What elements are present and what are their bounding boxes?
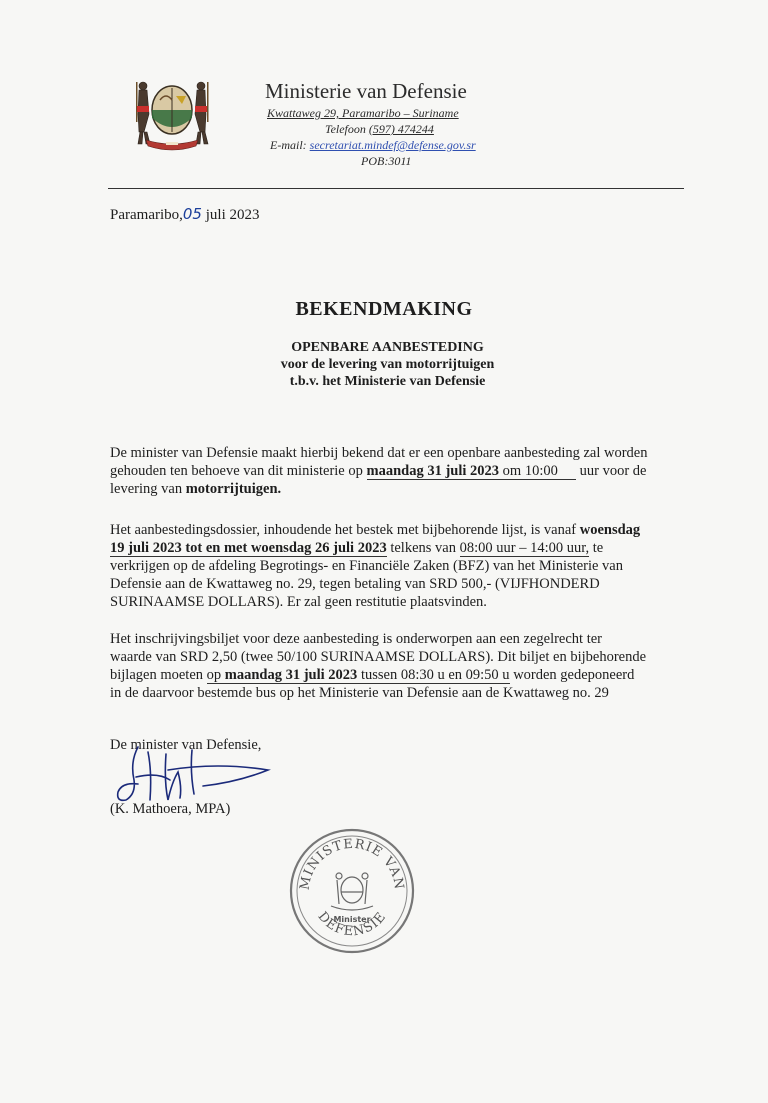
- para2-line-3: verkrijgen op de afdeling Begrotings- en Financiële Zaken (BFZ) van het Ministerie van: [110, 558, 623, 574]
- para3-line-3: [110, 666, 634, 684]
- para3-times: tussen 08:30 u en 09:50 u: [357, 667, 510, 683]
- seal-bottom-text: DEFENSIE: [314, 909, 390, 940]
- para1-date: maandag 31 juli 2023: [366, 463, 500, 479]
- seal-center-text: Minister: [333, 915, 371, 924]
- para3-line-4: in de daarvoor bestemde bus op het Ministerie van Defensie aan de Kwattaweg no. 29: [110, 685, 609, 701]
- para2-line-5: SURINAAMSE DOLLARS). Er zal geen restitutie plaatsvinden.: [110, 594, 487, 610]
- subtitle-line-1: OPENBARE AANBESTEDING: [291, 340, 484, 355]
- para1-text: levering van: [110, 481, 186, 497]
- signatory-name: (K. Mathoera, MPA): [110, 801, 231, 817]
- email-label: E-mail:: [270, 138, 307, 152]
- page-title: BEKENDMAKING: [295, 298, 473, 320]
- para1-line-2: [110, 462, 646, 480]
- phone-number: (597) 474244: [368, 122, 434, 136]
- seal-top-text: MINISTERIE VAN: [297, 836, 407, 892]
- para3-text-tail: worden gedeponeerd: [509, 667, 635, 683]
- svg-text:MINISTERIE VAN: [298, 837, 407, 891]
- date-day-handwritten: 05: [182, 205, 202, 223]
- para2-period: 19 juli 2023 tot en met woensdag 26 juli 2023: [110, 540, 387, 556]
- email-link[interactable]: secretariat.mindef@defense.gov.sr: [309, 138, 476, 152]
- para2-text: telkens van: [386, 540, 460, 556]
- para2-line-2: [110, 539, 603, 557]
- phone-label: Telefoon: [325, 122, 366, 136]
- para2-hours: [460, 540, 590, 557]
- para3-date: maandag 31 juli 2023: [224, 667, 358, 683]
- para1-date-underlined: [367, 463, 576, 480]
- para1-text-tail: uur voor de: [575, 463, 647, 479]
- para2-line-1: [110, 521, 640, 539]
- phone-line: [325, 122, 434, 137]
- address-text: Kwattaweg 29, Paramaribo – Suriname: [267, 106, 459, 120]
- date-line: [110, 205, 260, 224]
- para3-op: op: [206, 667, 225, 683]
- date-month-year: juli 2023: [205, 207, 260, 223]
- para2-line-4: Defensie aan de Kwattaweg no. 29, tegen betaling van SRD 500,- (VIJFHONDERD: [110, 576, 600, 592]
- para3-text: bijlagen moeten: [110, 667, 207, 683]
- address-line: [267, 106, 459, 121]
- para1-text: gehouden ten behoeve van dit ministerie op: [110, 463, 367, 479]
- para1-line-3: [110, 480, 281, 498]
- para1-time: om 10:00: [499, 463, 558, 479]
- para2-text: Het aanbestedingsdossier, inhoudende het bestek met bijbehorende lijst, is vanaf: [110, 522, 580, 538]
- para2-te: te: [589, 540, 604, 556]
- para1-subject: motorrijtuigen.: [185, 481, 282, 497]
- subtitle-line-3: t.b.v. het Ministerie van Defensie: [289, 374, 486, 389]
- email-line: [270, 138, 476, 153]
- ministry-name: Ministerie van Defensie: [265, 79, 467, 103]
- para2-end: 14:00 uur,: [530, 540, 590, 556]
- signatory-title: De minister van Defensie,: [110, 737, 262, 753]
- coat-of-arms-logo: [130, 74, 214, 152]
- para3-line-1: Het inschrijvingsbiljet voor deze aanbesteding is onderworpen aan een zegelrecht ter: [110, 631, 603, 647]
- date-city: Paramaribo,: [110, 207, 183, 223]
- para2-day: woensdag: [579, 522, 641, 538]
- ministry-seal-stamp: [287, 826, 417, 956]
- svg-text:DEFENSIE: [315, 909, 390, 939]
- pob-line: POB:3011: [361, 154, 412, 168]
- header-divider: [108, 188, 684, 189]
- para3-deadline-underlined: [207, 667, 510, 684]
- para2-start: 08:00: [459, 540, 493, 556]
- para2-mid: uur –: [492, 540, 531, 556]
- subtitle-line-2: voor de levering van motorrijtuigen: [280, 357, 495, 372]
- para3-line-2: waarde van SRD 2,50 (twee 50/100 SURINAAMSE DOLLARS). Dit biljet en bijbehorende: [110, 649, 647, 665]
- para1-line-1: De minister van Defensie maakt hierbij bekend dat er een openbare aanbesteding zal worden: [110, 445, 648, 461]
